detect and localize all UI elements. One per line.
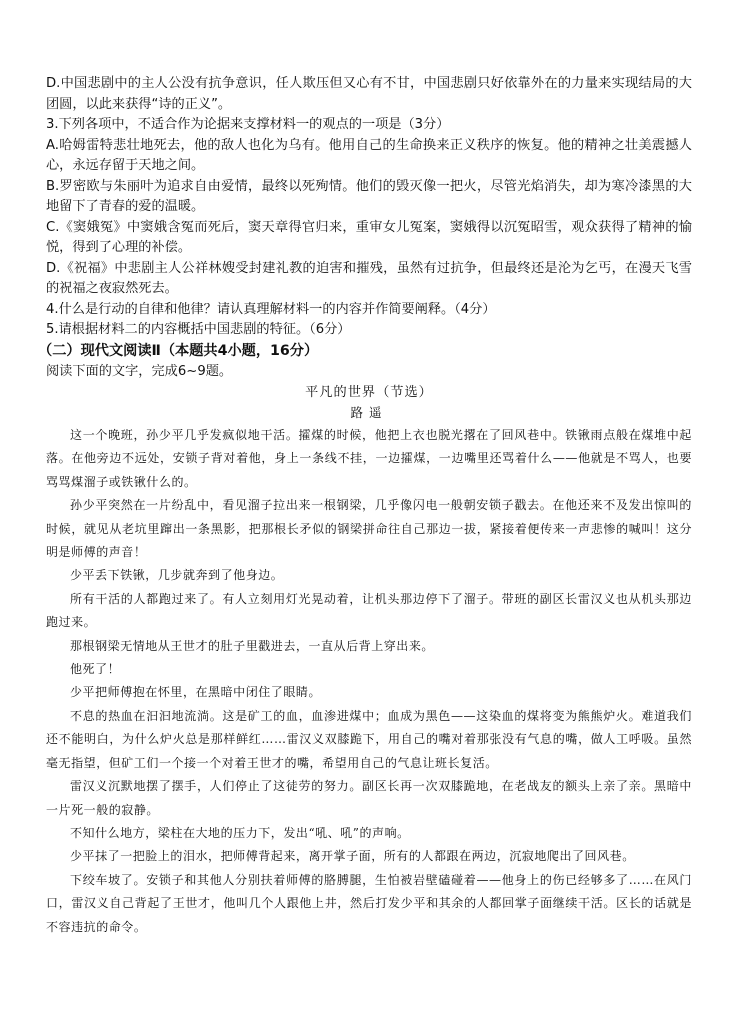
article-paragraph: 雷汉义沉默地摆了摆手，人们停止了这徒劳的努力。副区长再一次双膝跪地，在老战友的额头上亲了亲。黑暗中一片死一般的寂静。	[46, 779, 692, 817]
reading-instruction: 阅读下面的文字，完成6~9题。	[46, 363, 233, 379]
article-paragraph: 孙少平突然在一片纷乱中，看见溜子拉出来一根钢梁，几乎像闪电一般朝安锁子戳去。在他还来不及发出惊叫的时候，就见从老坑里蹿出一条黑影，把那根长矛似的钢梁拼命往自己那边一拔，紧接着便传来一声悲惨的喊叫！这分明是师傅的声音！	[46, 498, 692, 560]
article-paragraph: 少平抹了一把脸上的泪水，把师傅背起来，离开掌子面，所有的人都跟在两边，沉寂地爬出了回风巷。	[70, 849, 635, 864]
article-paragraph: 所有干活的人都跑过来了。有人立刻用灯光晃动着，让机头那边停下了溜子。带班的副区长雷汉义也从机头那边跑过来。	[46, 591, 692, 630]
question-4: 4.什么是行动的自律和他律？请认真理解材料一的内容并作简要阐释。（4分）	[46, 301, 496, 317]
option-q3-b: B.罗密欧与朱丽叶为追求自由爱情，最终以死殉情。他们的毁灭像一把火，尽管光焰消失，却为寒冷漆黑的大地留下了青春的爱的温暖。	[46, 178, 692, 214]
section-title: （二）现代文阅读Ⅱ（本题共4小题，16分）	[38, 342, 319, 359]
article-paragraph: 少平把师傅抱在怀里，在黑暗中闭住了眼睛。	[70, 685, 322, 700]
option-q3-d: D.《祝福》中悲剧主人公祥林嫂受封建礼教的迫害和摧残，虽然有过抗争，但最终还是沦为乞丐，在漫天飞雪的祝福之夜寂然死去。	[46, 260, 692, 296]
article-author: 路遥	[350, 405, 388, 420]
article-paragraph: 那根钢梁无情地从王世才的肚子里戳进去，一直从后背上穿出来。	[70, 638, 434, 653]
question-3-stem: 3.下列各项中，不适合作为论据来支撑材料一的观点的一项是（3分）	[46, 117, 450, 132]
article-paragraph: 不息的热血在汩汩地流淌。这是矿工的血，血渗进煤中；血成为黑色——这染血的煤将变为熊熊炉火。难道我们还不能明白，为什么炉火总是那样鲜红……雷汉义双膝跪下，用自己的嘴对着那张没有气息的嘴，做人工呼吸。虽然毫无指望，但矿工们一个接一个对着王世才的嘴，希望用自己的气息让班长复活。	[46, 708, 692, 770]
exam-page	[38, 74, 692, 939]
article-paragraph: 他死了！	[70, 662, 121, 677]
question-5: 5.请根据材料二的内容概括中国悲剧的特征。（6分）	[46, 322, 351, 337]
article-paragraph: 这一个晚班，孙少平几乎发疯似地干活。攉煤的时候，他把上衣也脱光撂在了回风巷中。铁锹雨点般在煤堆中起落。在他旁边不远处，安锁子背对着他，身上一条线不挂，一边攉煤，一边嘴里还骂着什么——他就是不骂人，也要骂骂煤溜子或铁锹什么的。	[46, 428, 692, 489]
article-paragraph: 少平丢下铁锹，几步就奔到了他身边。	[70, 568, 284, 583]
option-q3-a: A.哈姆雷特悲壮地死去，他的敌人也化为乌有。他用自己的生命换来正义秩序的恢复。他的精神之壮美震撼人心，永远存留于天地之间。	[46, 137, 692, 173]
option-q3-c: C.《窦娥冤》中窦娥含冤而死后，窦天章得官归来，重审女儿冤案，窦娥得以沉冤昭雪，观众获得了精神的愉悦，得到了心理的补偿。	[46, 219, 692, 255]
article-paragraph: 下绞车坡了。安锁子和其他人分别扶着师傅的胳膊腿，生怕被岩壁磕碰着——他身上的伤已经够多了……在风门口，雷汉义自己背起了王世才，他叫几个人跟他上井，然后打发少平和其余的人都回掌子面继续干活。区长的话就是不容违抗的命令。	[46, 872, 692, 934]
article-title: 平凡的世界（节选）	[305, 385, 433, 400]
article-paragraph: 不知什么地方，梁柱在大地的压力下，发出“吼、吼”的声响。	[70, 825, 410, 840]
option-q2-d: D.中国悲剧中的主人公没有抗争意识，任人欺压但又心有不甘，中国悲剧只好依靠外在的力量来实现结局的大团圆，以此来获得“诗的正义”。	[46, 76, 692, 112]
